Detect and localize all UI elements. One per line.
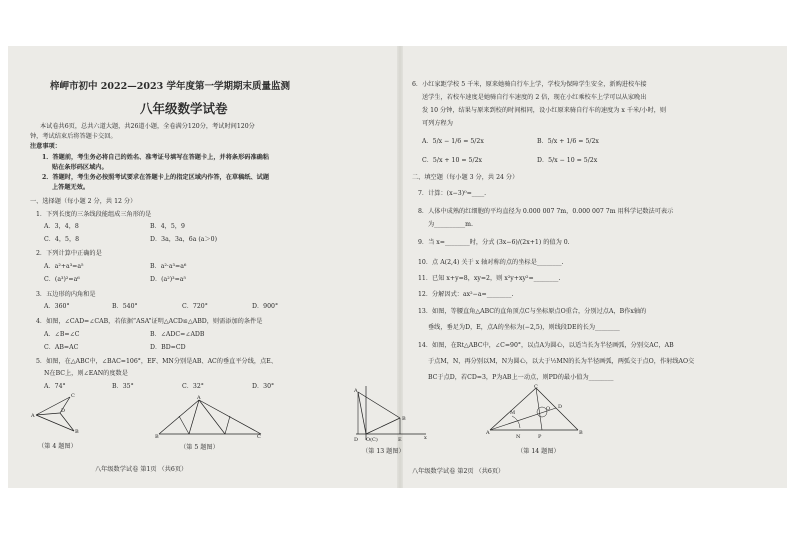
svg-text:C: C [257,434,261,438]
left-page [30,46,390,488]
svg-text:B: B [402,416,406,422]
intro-line-1: 本试卷共6页，总共六道大题，共26道小题，全卷满分120分，考试时间120分 [40,123,255,130]
q3-option-a: A．360° [44,303,70,310]
q2-option-d: D．(a²)³=a⁵ [150,276,186,283]
question-13-line-2: 垂线，垂足为D，E，点A的坐标为(−2,5)，则线段DE的长为________ [428,324,620,331]
question-2: 2．下列计算中正确的是 [36,250,102,257]
q4-option-d: D．BD=CD [150,344,186,351]
q4-option-a: A．∠B=∠C [44,331,80,338]
question-4: 4．如图，∠CAD=∠CAB，若依据“ASA”证明△ACD≌△ABD，则需添加的条件是 [36,318,263,325]
exam-title: 八年级数学试卷 [140,101,228,116]
notice-1a: 1．答题前，考生务必将自己的姓名、准考证号填写在答题卡上，并将条形码准确粘 [42,154,270,161]
svg-text:P: P [538,434,542,440]
q1-option-b: B．4，5，9 [150,223,185,230]
right-page-footer: 八年级数学试卷 第2页 （共6页） [412,468,505,475]
q5-option-c: C．32° [182,383,204,390]
figure-13-caption: （第 13 题图） [362,448,405,455]
q6-option-b: B．5/x + 1/6 = 5/2x [537,138,599,145]
question-6-line-4: 可列方程为 [422,120,453,127]
question-9: 9．当 x=________时，分式 (3x−6)/(2x+1) 的值为 0. [418,239,570,246]
question-1: 1．下列长度的三条线段能组成三角形的是 [36,211,152,218]
question-14-line-3: BC于点D，若CD=3，P为AB上一动点，则PD的最小值为________ [428,374,614,381]
svg-text:M: M [510,410,516,416]
q3-option-b: B．540° [112,303,138,310]
question-8-line-1: 8．人体中成熟的红细胞的平均直径为 0.000 007 7m，0.000 007 7m 用科学记数法可表示 [418,208,674,215]
q4-option-b: B．∠ADC=∠ADB [150,331,205,338]
notice-label: 注意事项： [30,143,61,150]
question-5-line-2: N在BC上，则∠EAN的度数是 [44,370,128,377]
q1-option-a: A．3，4，8 [44,223,79,230]
question-12: 12．分解因式：ax²−a=________. [418,291,514,298]
svg-text:E: E [398,437,402,442]
question-7: 7．计算：(x−3)⁰=____. [418,190,487,197]
q1-option-d: D．3a，3a，6a (a＞0) [150,236,218,243]
svg-text:D: D [61,408,66,414]
q3-option-c: C．720° [182,303,208,310]
q5-option-b: B．35° [112,383,134,390]
q2-option-a: A．a²+a³=a⁵ [44,263,84,270]
question-6-line-1: 6．小红家距学校 5 千米，原来她骑自行车上学，学校为保障学生安全，新购进校车接 [412,81,647,88]
q6-option-c: C．5/x + 10 = 5/2x [422,157,482,164]
question-13-line-1: 13．如图，等腰直角△ABC的直角顶点C与坐标原点O重合，分别过点A，B作x轴的 [418,308,647,315]
figure-4-caption: （第 4 题图） [38,443,77,450]
notice-2b: 上答题无效。 [52,184,90,191]
svg-text:x: x [424,435,427,441]
question-14-line-2: 于点M，N，再分别以M，N为圆心，以大于½MN的长为半径画弧，两弧交于点O，作射线AO交 [428,358,695,365]
figure-13 [352,384,432,442]
svg-text:C: C [71,393,75,399]
figure-4 [30,391,90,441]
right-page [354,46,776,488]
svg-text:B: B [579,430,583,436]
q3-option-d: D．900° [252,303,279,310]
figure-14-caption: （第 14 题图） [517,448,560,455]
q1-option-c: C．4，5，8 [44,236,80,243]
q2-option-b: B．a²·a³=a⁶ [150,263,187,270]
svg-text:A: A [197,395,201,401]
q4-option-c: C．AB=AC [44,344,79,351]
svg-text:B: B [75,429,79,435]
svg-text:D: D [354,437,359,442]
question-8-line-2: 为__________m. [428,221,473,228]
intro-line-2: 钟，考试结束后将答题卡交回。 [30,133,117,140]
left-page-footer: 八年级数学试卷 第1页 （共6页） [95,466,188,473]
question-6-line-2: 送学生，若校车速度是她骑自行车速度的 2 倍，现在小红乘校车上学可以从家晚出 [422,94,647,101]
svg-text:A: A [31,413,35,419]
svg-text:O(C): O(C) [366,437,378,442]
figure-5-caption: （第 5 题图） [180,444,219,451]
q6-option-a: A．5/x − 1/6 = 5/2x [422,138,484,145]
section-2-heading: 二、填空题（每小题 3 分，共 24 分） [412,174,519,181]
section-1-heading: 一、选择题（每小题 2 分，共 12 分） [30,198,137,205]
svg-text:A: A [354,388,358,394]
notice-2a: 2．答题时，考生务必按照考试要求在答题卡上的指定区域内作答，在草稿纸、试题 [42,174,270,181]
question-6-line-3: 发 10 分钟，结果与原来到校的时间相同，设小红原来骑自行车的速度为 x 千米/小时，则 [422,107,667,114]
q5-option-d: D．30° [252,383,275,390]
q2-option-c: C．(a³)²=a⁶ [44,276,80,283]
figure-5 [155,394,265,438]
notice-1b: 贴在条形码区域内。 [52,164,108,171]
question-5-line-1: 5．如图，在△ABC中，∠BAC=106°，EF、MN分别是AB、AC的垂直平分线，点E、 [36,358,278,365]
figure-14 [486,384,586,442]
exam-header: 梓岬市初中 2022—2023 学年度第一学期期末质量监测 [50,81,290,92]
svg-text:B: B [155,434,159,438]
svg-text:N: N [516,434,521,440]
question-14-line-1: 14．如图，在Rt△ABC中，∠C=90°，以点A为圆心，以适当长为半径画弧，分别交AC，AB [418,342,674,349]
svg-text:D: D [558,404,563,410]
question-10: 10．点 A(2,4) 关于 x 轴对称的点的坐标是________. [418,259,564,266]
question-3: 3．五边形的内角和是 [36,291,96,298]
q5-option-a: A．74° [44,383,66,390]
svg-text:C: C [534,384,538,390]
question-11: 11．已知 x+y=8，xy=2，则 x²y+xy²=________. [418,275,561,282]
svg-text:A: A [486,430,490,436]
svg-text:O: O [546,406,551,412]
q6-option-d: D．5/x − 10 = 5/2x [537,157,598,164]
